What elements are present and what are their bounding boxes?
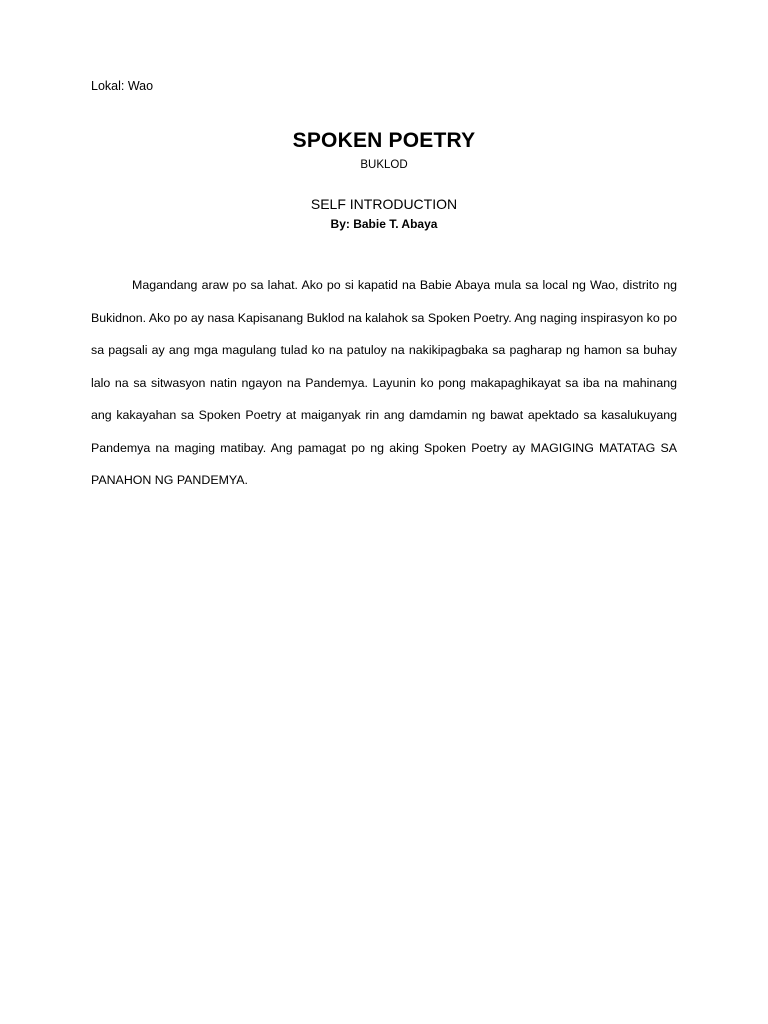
body-paragraph: Magandang araw po sa lahat. Ako po si kapatid na Babie Abaya mula sa local ng Wao, distrito ng Bukidnon. Ako po ay nasa Kapisanang Buklod na kalahok sa Spoken Poetry. Ang naging inspirasyon ko po sa pagsali ay ang mga magulang tulad ko na patuloy na nakikipagbaka sa pagharap ng hamon sa buhay lalo na sa sitwasyon natin ngayon na Pandemya. Layunin ko pong makapaghikayat sa iba na mahinang ang kakayahan sa Spoken Poetry at maiganyak rin ang damdamin ng bawat apektado sa kasalukuyang Pandemya na maging matibay. Ang pamagat po ng aking Spoken Poetry ay MAGIGING MATATAG SA PANAHON NG PANDEMYA. bbox=[91, 278, 677, 487]
section-heading: SELF INTRODUCTION bbox=[310, 196, 458, 212]
document-subtitle: BUKLOD bbox=[360, 159, 408, 171]
lokal-label: Lokal: Wao bbox=[91, 79, 154, 93]
document-title: SPOKEN POETRY bbox=[292, 129, 476, 152]
author-byline: By: Babie T. Abaya bbox=[330, 217, 438, 231]
